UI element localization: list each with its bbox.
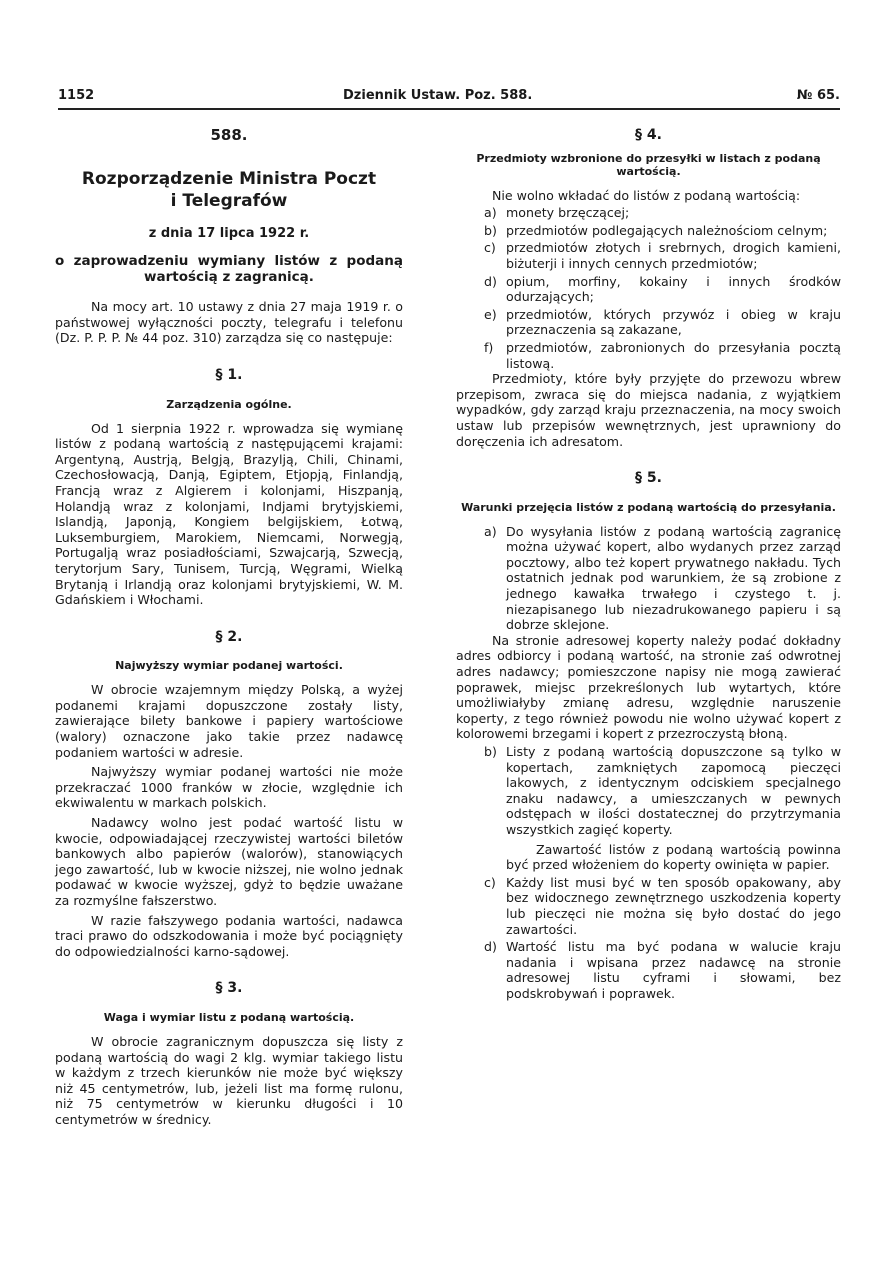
item-text: przedmiotów, zabronionych do przesyłania pocztą listową. xyxy=(506,339,841,371)
item-label: d) xyxy=(484,939,497,955)
section-1-paragraph: Od 1 sierpnia 1922 r. wprowadza się wymianę listów z podaną wartością z następującemi krajami: Argentyną, Austrją, Belgją, Brazylją, Chili, Chinami, Czechosłowacją, Danją, Egiptem, Etjopją, Finlandją, Francją wraz z Algierem i kolonjami, Hiszpanją, Holandją wraz z kolonjami, Indjami brytyjskiemi, Islandją, Japonją, Kongiem belgijskiem, Łotwą, Luksemburgiem, Marokiem, Niemcami, Norwegją, Portugalją wraz posiadłościami, Szwajcarją, Szwecją, terytorjum Sary, Tunisem, Turcją, Węgrami, Wielką Brytanją i Irlandją oraz kolonjami brytyjskiemi, W. M. Gdańskiem i Włochami. xyxy=(55,420,403,608)
item-label: e) xyxy=(484,306,497,322)
preamble: Na mocy art. 10 ustawy z dnia 27 maja 1919 r. o państwowej wyłączności poczty, telegrafu i telefonu (Dz. P. P. P. № 44 poz. 310) zarządza się co następuje: xyxy=(55,299,403,346)
item-label: a) xyxy=(484,205,497,221)
section-1-title: Zarządzenia ogólne. xyxy=(166,397,292,411)
list-item xyxy=(484,307,841,338)
list-item xyxy=(484,274,841,305)
item-text: Do wysyłania listów z podaną wartością zagranicę można używać kopert, albo wydanych przez zarząd pocztowy, albo też kopert prywatnego nakładu. Tych ostatnich jednak pod warunkiem, że są zrobione z jednego kawałka trwałego i czystego t. j. niezapisanego lub niezadrukowanego papieru i są dobrze sklejone. xyxy=(506,523,841,633)
item-text: przedmiotów, których przywóz i obieg w kraju przeznaczenia są zakazane, xyxy=(506,306,841,338)
title-line-1: Rozporządzenie Ministra Poczt xyxy=(81,168,377,189)
section-4-number: § 4. xyxy=(635,127,662,143)
issue-number: № 65. xyxy=(796,88,840,103)
section-2-paragraph-2: Najwyższy wymiar podanej wartości nie może przekraczać 1000 franków w złocie, względnie ich ekwiwalentu w markach polskich. xyxy=(55,764,403,811)
section-3-title: Waga i wymiar listu z podaną wartością. xyxy=(103,1010,355,1024)
section-5-number: § 5. xyxy=(635,470,662,487)
position-number: 588. xyxy=(210,126,248,144)
journal-reference: Dziennik Ustaw. Poz. 588. xyxy=(343,88,533,103)
list-item xyxy=(484,223,841,239)
list-item-c xyxy=(484,875,841,937)
item-text: przedmiotów podlegających należnościom celnym; xyxy=(506,222,828,238)
section-5-b-subparagraph: Zawartość listów z podaną wartością powinna być przed włożeniem do koperty owinięta w papier. xyxy=(506,841,841,873)
section-2-paragraph-4: W razie fałszywego podania wartości, nadawca traci prawo do odszkodowania i może być pociągnięty do odpowiedzialności karno-sądowej. xyxy=(55,912,403,959)
item-label: b) xyxy=(484,222,497,238)
item-label: f) xyxy=(484,339,494,355)
section-5-address-paragraph: Na stronie adresowej koperty należy podać dokładny adres odbiorcy i podaną wartość, na stronie zaś odwrotnej adres nadawcy; pomieszczone napisy nie mogą zawierać poprawek, miejsc przekreślonych lub wytartych, które umożliwiałyby zmianę adresu, względnie naruszenie koperty, z tego również powodu nie wolno używać kopert z kolorowemi brzegami i kopert z przezroczystą błoną. xyxy=(456,632,841,742)
document-subject: o zaprowadzeniu wymiany listów z podaną wartością z zagranicą. xyxy=(55,253,403,286)
document-title xyxy=(55,168,403,212)
item-text: Listy z podaną wartością dopuszczone są tylko w kopertach, zamkniętych zapomocą pieczęci lakowych, z identycznym odciskiem specjalnego znaku nadawcy, a umieszczanych w pewnych odstępach w ilości dostatecznej do przytrzymania wszystkich zagięć koperty. xyxy=(506,744,841,837)
left-column xyxy=(55,122,403,1128)
title-line-2: i Telegrafów xyxy=(170,190,288,211)
section-2-paragraph-3: Nadawcy wolno jest podać wartość listu w kwocie, odpowiadającej rzeczywistej wartości biletów bankowych albo papierów (walorów), stanowiących jego zawartość, lub w kwocie niższej, nie wolno jednak podawać w kwocie wyższej, gdyż to będzie uważane za rozmyślne fałszerstwo. xyxy=(55,815,403,908)
right-column xyxy=(456,122,841,1002)
page-number: 1152 xyxy=(58,88,95,103)
page-header xyxy=(58,86,840,110)
item-label: d) xyxy=(484,273,497,289)
section-4-paragraph: Przedmioty, które były przyjęte do przewozu wbrew przepisom, zwraca się do miejsca nadania, z wyjątkiem wypadków, gdy zarząd kraju przeznaczenia, na mocy swoich ustaw lub przepisów wewnętrznych, jest uprawniony do doręczenia ich adresatom. xyxy=(456,371,841,449)
list-item-b xyxy=(484,744,841,838)
list-item xyxy=(484,205,841,221)
item-text: Każdy list musi być w ten sposób opakowany, aby bez widocznego zewnętrznego uszkodzenia koperty lub pieczęci nie można się było dostać do jego zawartości. xyxy=(506,874,841,937)
section-2-paragraph-1: W obrocie wzajemnym między Polską, a wyżej podanemi krajami dopuszczone zostały listy, zawierające bilety bankowe i papiery wartościowe (walory) oznaczone jako takie przez nadawcę podaniem wartości w adresie. xyxy=(55,682,403,760)
item-label: a) xyxy=(484,523,497,539)
section-2-number: § 2. xyxy=(215,628,243,645)
item-text: przedmiotów złotych i srebrnych, drogich kamieni, biżuterji i innych cennych przedmiotów; xyxy=(506,240,841,271)
section-4-intro: Nie wolno wkładać do listów z podaną wartością: xyxy=(492,187,801,203)
item-text: monety brzęczącej; xyxy=(506,205,630,221)
item-label: b) xyxy=(484,744,497,759)
section-3-number: § 3. xyxy=(215,980,243,997)
section-5-title: Warunki przejęcia listów z podaną wartością do przesyłania. xyxy=(461,500,836,514)
item-label: c) xyxy=(484,874,496,890)
item-text: opium, morfiny, kokainy i innych środków odurzających; xyxy=(506,273,841,305)
section-2-title: Najwyższy wymiar podanej wartości. xyxy=(115,659,343,673)
list-item-d xyxy=(484,939,841,1001)
document-date: z dnia 17 lipca 1922 r. xyxy=(148,225,310,241)
section-1-number: § 1. xyxy=(215,366,243,383)
list-item xyxy=(484,340,841,371)
item-label: c) xyxy=(484,240,496,256)
list-item-a xyxy=(484,524,841,633)
section-3-paragraph: W obrocie zagranicznym dopuszcza się listy z podaną wartością do wagi 2 klg. wymiar takiego listu w każdym z trzech kierunków nie może być większy niż 45 centymetrów, lub, jeżeli list ma formę rulonu, niż 75 centymetrów w kierunku długości i 10 centymetrów w średnicy. xyxy=(55,1033,403,1127)
item-text: Wartość listu ma być podana w walucie kraju nadania i wpisana przez nadawcę na stronie adresowej listu cyframi i słowami, bez podskrobywań i poprawek. xyxy=(506,939,841,1001)
list-item xyxy=(484,240,841,271)
section-4-title: Przedmioty wzbronione do przesyłki w listach z podaną wartością. xyxy=(476,151,821,178)
